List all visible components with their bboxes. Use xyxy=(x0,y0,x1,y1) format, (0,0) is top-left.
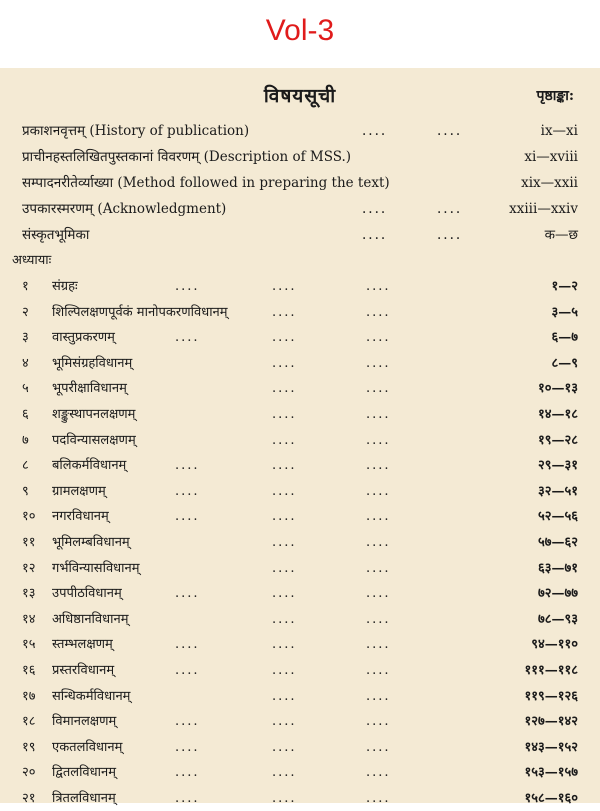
leader-dots: .... xyxy=(175,458,200,474)
leader-dots: .... xyxy=(366,330,391,346)
volume-label: Vol-3 xyxy=(265,14,335,47)
front-matter-title: उपकारस्मरणम् (Acknowledgment) xyxy=(22,201,227,217)
chapter-row xyxy=(0,632,578,658)
chapter-pages: २९—३१ xyxy=(537,458,578,474)
chapter-title: शङ्कुस्थापनलक्षणम् xyxy=(52,406,136,422)
leader-dots: .... xyxy=(366,662,391,678)
leader-dots: .... xyxy=(175,330,200,346)
front-matter-pages: xix—xxii xyxy=(521,175,578,191)
front-matter-title: संस्कृतभूमिका xyxy=(22,227,90,243)
front-matter-pages: क—छ xyxy=(544,227,578,243)
chapter-row xyxy=(0,428,578,454)
chapter-row xyxy=(0,351,578,377)
chapter-number: ६ xyxy=(22,406,29,422)
leader-dots: .... xyxy=(272,739,297,755)
chapter-pages: १९—२८ xyxy=(537,432,578,448)
chapter-number: १५ xyxy=(22,637,36,653)
chapter-number: ९ xyxy=(22,483,29,499)
chapter-title: सन्धिकर्मविधानम् xyxy=(52,688,131,704)
leader-dots: .... xyxy=(272,790,297,806)
front-matter-pages: xxiii—xxiv xyxy=(509,201,578,217)
leader-dots: .... xyxy=(366,279,391,294)
chapter-pages: १४—१८ xyxy=(537,406,578,422)
chapter-pages: १४३—१५२ xyxy=(524,739,578,755)
chapter-row xyxy=(0,402,578,428)
chapters-label: अध्यायाः xyxy=(12,253,52,268)
leader-dots: .... xyxy=(175,739,200,755)
chapter-row xyxy=(0,376,578,402)
chapter-row xyxy=(0,658,578,684)
leader-dots: .... xyxy=(366,586,391,602)
leader-dots: .... xyxy=(272,637,297,653)
front-matter-row xyxy=(22,118,578,144)
front-matter-title: प्राचीनहस्तलिखितपुस्तकानां विवरणम् (Description of MSS.) xyxy=(22,149,352,165)
chapter-number: १२ xyxy=(22,560,36,576)
front-matter-pages: ix—xi xyxy=(540,123,578,139)
chapter-title: नगरविधानम् xyxy=(52,509,109,525)
chapter-number: १९ xyxy=(22,739,36,755)
chapter-number: १४ xyxy=(22,611,36,627)
leader-dots: .... xyxy=(366,688,391,704)
leader-dots: .... xyxy=(366,406,391,422)
chapter-row xyxy=(0,479,578,505)
chapter-title: गर्भविन्यासविधानम् xyxy=(52,560,140,576)
leader-dots: .... xyxy=(272,432,297,448)
front-matter-row xyxy=(22,170,578,196)
leader-dots: .... xyxy=(272,483,297,499)
leader-dots: .... xyxy=(175,279,200,294)
chapter-title: एकतलविधानम् xyxy=(52,739,123,755)
leader-dots: .... xyxy=(272,586,297,602)
front-matter-row xyxy=(22,222,578,248)
chapter-row xyxy=(0,274,578,300)
front-matter-pages: xi—xviii xyxy=(524,149,578,165)
page-title: विषयसूची xyxy=(263,85,337,107)
chapter-pages: ३—५ xyxy=(551,304,578,320)
chapter-number: १६ xyxy=(22,662,36,678)
chapter-pages: ६—७ xyxy=(551,330,578,346)
chapter-title: वास्तुप्रकरणम् xyxy=(52,330,115,346)
front-matter-row xyxy=(22,196,578,222)
chapter-row xyxy=(0,607,578,633)
chapter-title: प्रस्तरविधानम् xyxy=(52,662,115,678)
leader-dots: .... xyxy=(272,458,297,474)
chapter-number: ४ xyxy=(22,355,29,371)
chapter-title: स्तम्भलक्षणम् xyxy=(52,637,113,653)
chapter-title: बलिकर्मविधानम् xyxy=(52,458,127,474)
chapter-title: भूपरीक्षाविधानम् xyxy=(52,381,127,397)
chapter-pages: ९४—११० xyxy=(531,637,578,653)
leader-dots: .... xyxy=(366,714,391,730)
leader-dots: .... xyxy=(272,560,297,576)
chapter-row xyxy=(0,760,578,786)
front-matter-title: प्रकाशनवृत्तम् (History of publication) xyxy=(22,123,250,139)
leader-dots: .... xyxy=(272,662,297,678)
leader-dots: .... xyxy=(272,611,297,627)
chapter-row xyxy=(0,300,578,326)
leader-dots: .... xyxy=(366,381,391,397)
chapter-pages: ६३—७१ xyxy=(537,560,578,576)
leader-dots: .... xyxy=(175,714,200,730)
leader-dots: .... xyxy=(175,637,200,653)
leader-dots: .... xyxy=(366,611,391,627)
chapter-pages: ३२—५१ xyxy=(537,483,578,499)
chapter-number: ११ xyxy=(22,534,36,550)
chapter-number: १७ xyxy=(22,688,36,704)
chapter-list xyxy=(0,274,578,811)
chapter-row xyxy=(0,684,578,710)
chapter-row xyxy=(0,735,578,761)
front-matter-title: सम्पादनरीतेर्व्याख्या (Method followed in preparing the text) xyxy=(22,175,390,191)
leader-dots: .... xyxy=(272,406,297,422)
chapter-row xyxy=(0,325,578,351)
leader-dots: .... xyxy=(366,790,391,806)
chapter-number: २१ xyxy=(22,790,36,806)
chapter-pages: ५२—५६ xyxy=(537,509,578,525)
chapter-pages: १११—११८ xyxy=(524,662,578,678)
leader-dots: .... xyxy=(437,227,463,243)
leader-dots: .... xyxy=(175,765,200,781)
front-matter-list xyxy=(22,118,578,248)
leader-dots: .... xyxy=(437,123,463,139)
chapter-pages: १०—१३ xyxy=(537,381,578,397)
leader-dots: .... xyxy=(366,355,391,371)
chapter-title: ग्रामलक्षणम् xyxy=(52,483,106,499)
chapter-row xyxy=(0,581,578,607)
chapter-pages: ११९—१२६ xyxy=(524,688,578,704)
leader-dots: .... xyxy=(362,201,388,217)
chapter-title: उपपीठविधानम् xyxy=(52,586,122,602)
leader-dots: .... xyxy=(175,662,200,678)
chapter-pages: ५७—६२ xyxy=(537,534,578,550)
chapter-number: ७ xyxy=(22,432,29,448)
chapter-title: संग्रहः xyxy=(52,279,78,294)
chapter-title: भूमिलम्बविधानम् xyxy=(52,534,130,550)
front-matter-row xyxy=(22,144,578,170)
chapter-pages: १५८—१६० xyxy=(524,790,578,806)
contents-page xyxy=(0,68,600,806)
leader-dots: .... xyxy=(366,458,391,474)
chapter-title: विमानलक्षणम् xyxy=(52,714,117,730)
leader-dots: .... xyxy=(175,790,200,806)
chapter-row xyxy=(0,709,578,735)
chapter-row xyxy=(0,453,578,479)
chapter-number: ३ xyxy=(22,330,29,346)
chapter-number: २ xyxy=(22,304,29,320)
chapter-number: १३ xyxy=(22,586,36,602)
chapter-row xyxy=(0,556,578,582)
leader-dots: .... xyxy=(366,534,391,550)
chapter-title: त्रितलविधानम् xyxy=(52,790,116,806)
chapter-number: ८ xyxy=(22,458,29,474)
leader-dots: .... xyxy=(366,432,391,448)
leader-dots: .... xyxy=(272,355,297,371)
leader-dots: .... xyxy=(272,509,297,525)
leader-dots: .... xyxy=(175,586,200,602)
leader-dots: .... xyxy=(362,227,388,243)
leader-dots: .... xyxy=(366,637,391,653)
chapter-pages: १२७—१४२ xyxy=(524,714,578,730)
chapter-pages: १—२ xyxy=(551,279,578,294)
chapter-pages: ७२—७७ xyxy=(537,586,578,602)
chapter-row xyxy=(0,504,578,530)
chapter-title: अधिष्ठानविधानम् xyxy=(52,611,129,627)
leader-dots: .... xyxy=(362,123,388,139)
chapter-title: द्वितलविधानम् xyxy=(52,765,117,781)
leader-dots: .... xyxy=(366,765,391,781)
chapter-number: १८ xyxy=(22,714,36,730)
chapter-pages: ८—९ xyxy=(551,355,578,371)
chapter-title: शिल्पिलक्षणपूर्वकं मानोपकरणविधानम् xyxy=(52,304,228,320)
chapter-pages: ७८—९३ xyxy=(537,611,578,627)
leader-dots: .... xyxy=(437,201,463,217)
chapter-number: ५ xyxy=(22,381,29,397)
leader-dots: .... xyxy=(366,509,391,525)
leader-dots: .... xyxy=(366,560,391,576)
leader-dots: .... xyxy=(272,381,297,397)
chapter-row xyxy=(0,786,578,811)
leader-dots: .... xyxy=(366,739,391,755)
chapter-title: पदविन्यासलक्षणम् xyxy=(52,432,136,448)
leader-dots: .... xyxy=(366,483,391,499)
leader-dots: .... xyxy=(366,304,391,320)
leader-dots: .... xyxy=(272,688,297,704)
chapter-pages: १५३—१५७ xyxy=(524,765,578,781)
chapter-number: १० xyxy=(22,509,36,525)
leader-dots: .... xyxy=(272,279,297,294)
pages-column-label: पृष्ठाङ्का: xyxy=(536,88,574,104)
leader-dots: .... xyxy=(272,330,297,346)
chapter-row xyxy=(0,530,578,556)
leader-dots: .... xyxy=(175,483,200,499)
leader-dots: .... xyxy=(175,509,200,525)
chapter-title: भूमिसंग्रहविधानम् xyxy=(52,355,133,371)
leader-dots: .... xyxy=(272,765,297,781)
leader-dots: .... xyxy=(272,714,297,730)
chapter-number: १ xyxy=(22,279,29,294)
chapter-number: २० xyxy=(22,765,36,781)
leader-dots: .... xyxy=(272,534,297,550)
leader-dots: .... xyxy=(272,304,297,320)
